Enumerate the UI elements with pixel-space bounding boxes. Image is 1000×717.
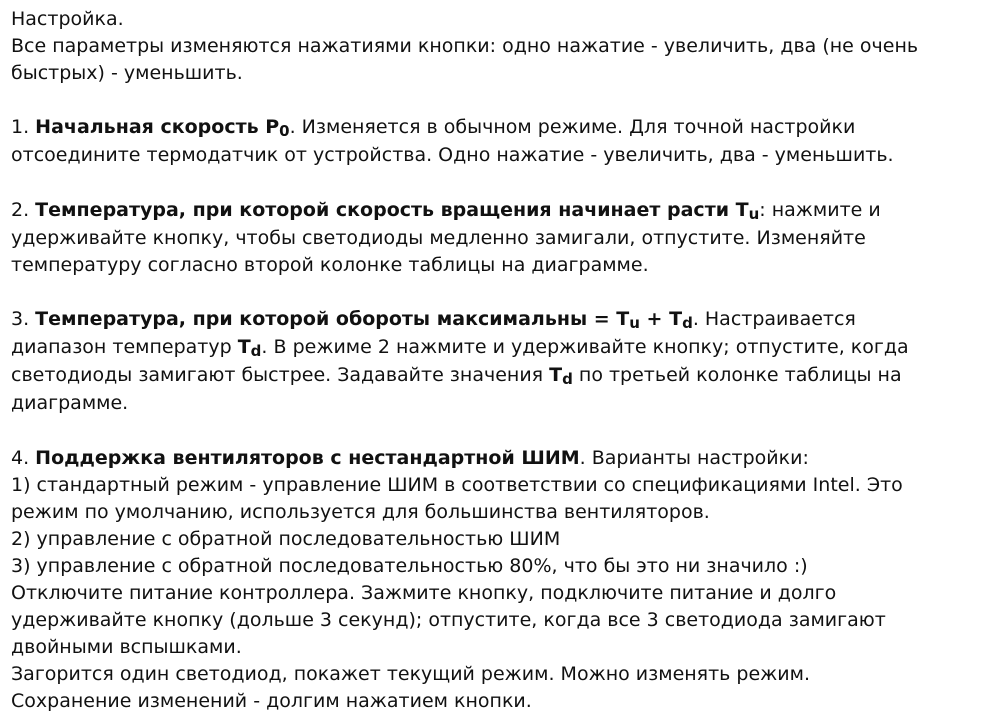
item1-line-1 [11,114,940,142]
item4-line-8: двойными вспышками. [11,636,242,659]
item3-number: 3. [11,308,36,331]
item4-line-7: удерживайте кнопку (дольше 3 секунд); отпустите, когда все 3 светодиода замигают [11,609,886,632]
item3-line-3-text-b: по третьей колонке таблицы на [572,364,902,387]
item1-number: 1. [11,116,36,139]
item1-line-2: отсоедините термодатчик от устройства. Одно нажатие - увеличить, два - уменьшить. [11,144,894,167]
item3-line-2-text-b: . В режиме 2 нажмите и удерживайте кнопку; отпустите, когда [261,336,909,359]
spacer [11,170,940,197]
item4-heading: Поддержка вентиляторов с нестандартной ШИМ [35,446,580,469]
item1-heading-subscript: 0 [279,122,290,141]
item3-line-2 [11,334,940,362]
td-subscript: d [250,342,262,361]
item4-line-2: 1) стандартный режим - управление ШИМ в соответствии со спецификациями Intel. Это [11,473,903,496]
item4-line-6: Отключите питание контроллера. Зажмите кнопку, подключите питание и долго [11,581,837,604]
item3-line-3 [11,362,940,390]
item2-text: : нажмите и [759,198,881,221]
intro-line-2: быстрых) - уменьшить. [11,62,243,85]
item3-subscript-u: u [629,314,640,333]
item4-line-9: Загорится один светодиод, покажет текущий режим. Можно изменять режим. [11,663,811,686]
spacer [11,417,940,444]
item1-heading: Начальная скорость P [35,116,280,139]
item3-heading-a: Температура, при которой обороты максимальны = T [35,308,630,331]
item1-text: . Изменяется в обычном режиме. Для точной настройки [289,116,856,139]
item3-line-1 [11,306,940,334]
item2-line-3: температуру согласно второй колонке таблицы на диаграмме. [11,253,649,276]
item2-heading: Температура, при которой скорость вращения начинает расти T [35,198,749,221]
item3-text: . Настраивается [692,308,856,331]
item4-text: . Варианты настройки: [579,446,809,469]
item4-line-1 [11,445,940,472]
item3-subscript-d: d [682,314,693,333]
item4-line-3: режим по умолчанию, используется для большинства вентиляторов. [11,500,710,523]
td-subscript: d [562,370,573,389]
item2-line-2: удерживайте кнопку, чтобы светодиоды медленно замигали, отпустите. Изменяйте [11,226,866,249]
item4-line-10: Сохранение изменений - долгим нажатием кнопки. [11,690,532,713]
td-symbol: T [237,336,251,359]
item4-number: 4. [11,446,36,469]
item4-line-5: 3) управление с обратной последовательностью 80%, что бы это ни значило :) [11,554,808,577]
item2-number: 2. [11,198,36,221]
item2-heading-subscript: u [748,204,760,223]
item2-line-1 [11,197,940,225]
item4-line-4: 2) управление с обратной последовательностью ШИМ [11,527,561,550]
item3-line-2-text-a: диапазон температур [11,336,238,359]
item3-heading-b: + T [639,308,683,331]
td-symbol: T [549,364,563,387]
spacer [11,87,940,114]
item3-line-4: диаграмме. [11,392,129,415]
doc-title: Настройка. [11,8,124,30]
item3-line-3-text-a: светодиоды замигают быстрее. Задавайте значения [11,364,550,387]
spacer [11,279,940,306]
intro-line-1: Все параметры изменяются нажатиями кнопки: одно нажатие - увеличить, два (не очень [11,35,919,58]
